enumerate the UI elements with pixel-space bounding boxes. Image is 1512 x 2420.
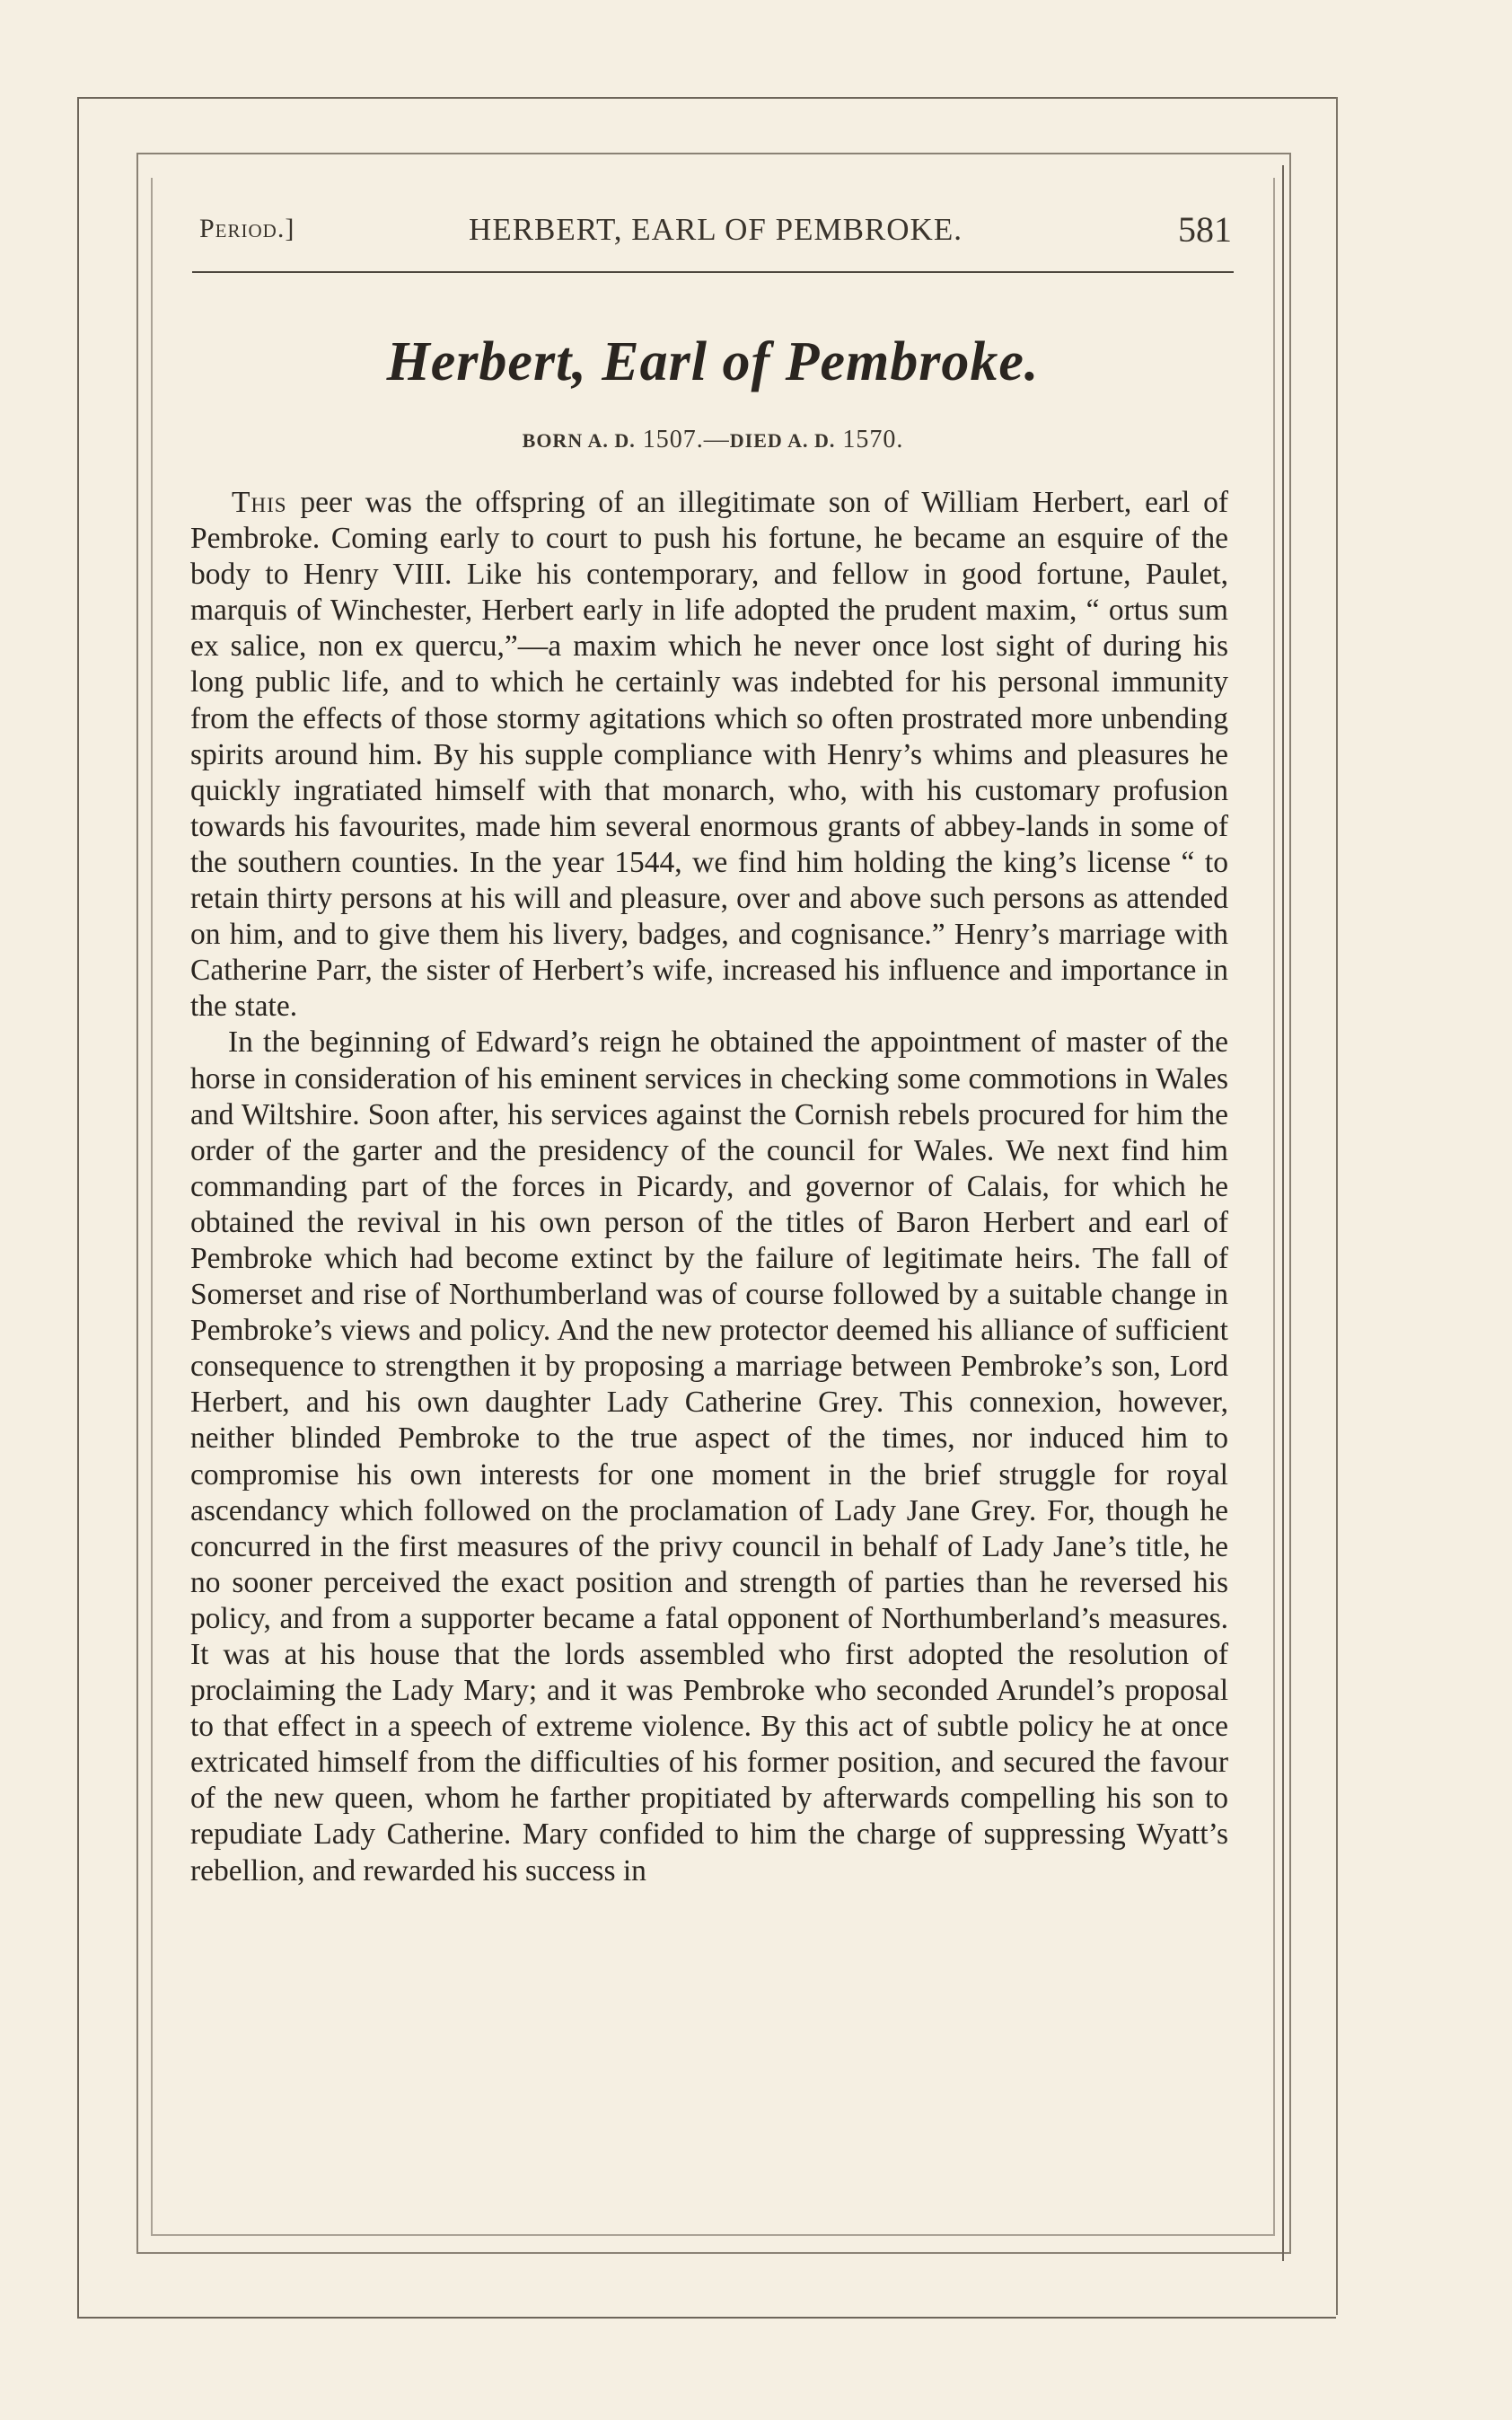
running-head-rule — [192, 271, 1234, 273]
running-head-title: HERBERT, EARL OF PEMBROKE. — [469, 212, 963, 247]
died-label: DIED A. D. — [729, 429, 836, 452]
page-border-shadow — [1282, 165, 1284, 2261]
life-dates — [192, 426, 1234, 454]
paragraph-1-text: peer was the offspring of an illegitimate son of William Herbert, earl of Pembroke. Coming early to court to push his fortune, he became an esquire of the body to Henry VIII. Like his contemporary, and fellow in good fortune, Paulet, marquis of Winchester, Herbert early in life adopted the prudent maxim, “ ortus sum ex salice, non ex quercu,”—a maxim which he never once lost sight of during his long public life, and to which he certainly was indebted for his personal immunity from the effects of those stormy agitations which so often prostrated more unbending spirits around him. By his supple compliance with Henry’s whims and pleasures he quickly ingratiated himself with that monarch, who, with his customary profusion towards his favourites, made him several enormous grants of abbey-lands in some of the southern counties. In the year 1544, we find him holding the king’s license “ to retain thirty persons at his will and pleasure, over and above such persons as attended on him, and to give them his livery, badges, and cognisance.” Henry’s marriage with Catherine Parr, the sister of Herbert’s wife, increased his influence and importance in the state. — [190, 486, 1228, 1024]
born-label: BORN A. D. — [522, 429, 636, 452]
paragraph-1 — [190, 485, 1228, 1025]
paragraph-2: In the beginning of Edward’s reign he obtained the appointment of master of the horse in consideration of his eminent services in checking some commotions in Wales and Wiltshire. Soon after, his services against the Cornish rebels procured for him the order of the garter and the presidency of the council for Wales. We next find him commanding part of the forces in Picardy, and governor of Calais, for which he obtained the revival in his own person of the titles of Baron Herbert and earl of Pembroke which had become extinct by the failure of legitimate heirs. The fall of Somerset and rise of Northumberland was of course followed by a suitable change in Pembroke’s views and policy. And the new protector deemed his alliance of sufficient consequence to strengthen it by proposing a marriage between Pembroke’s son, Lord Herbert, and his own daughter Lady Catherine Grey. This connexion, however, neither blinded Pembroke to the true aspect of the times, nor induced him to compromise his own interests for one moment in the brief struggle for royal ascendancy which followed on the proclamation of Lady Jane Grey. For, though he concurred in the first measures of the privy council in behalf of Lady Jane’s title, he no sooner perceived the exact position and strength of parties than he reversed his policy, and from a supporter became a fatal opponent of Northumberland’s measures. It was at his house that the lords assembled who first adopted the resolution of proclaiming the Lady Mary; and it was Pembroke who seconded Arundel’s proposal to that effect in a speech of extreme violence. By this act of subtle policy he at once extricated himself from the difficulties of his former position, and secured the favour of the new queen, whom he farther propitiated by afterwards compelling his son to repudiate Lady Catherine. Mary confided to him the charge of suppressing Wyatt’s rebellion, and rewarded his success in — [190, 1025, 1228, 1888]
running-head — [199, 208, 1232, 259]
scan-frame-right-edge — [1336, 97, 1338, 2315]
running-head-section: Period.] — [199, 214, 295, 243]
article-body — [190, 485, 1228, 1889]
article-title: Herbert, Earl of Pembroke. — [386, 331, 1040, 392]
paragraph-1-lead: This — [232, 486, 287, 519]
page-number: 581 — [1178, 209, 1232, 250]
died-year: 1570. — [842, 426, 904, 453]
born-year: 1507. — [642, 426, 704, 453]
dates-separator: — — [703, 426, 730, 453]
